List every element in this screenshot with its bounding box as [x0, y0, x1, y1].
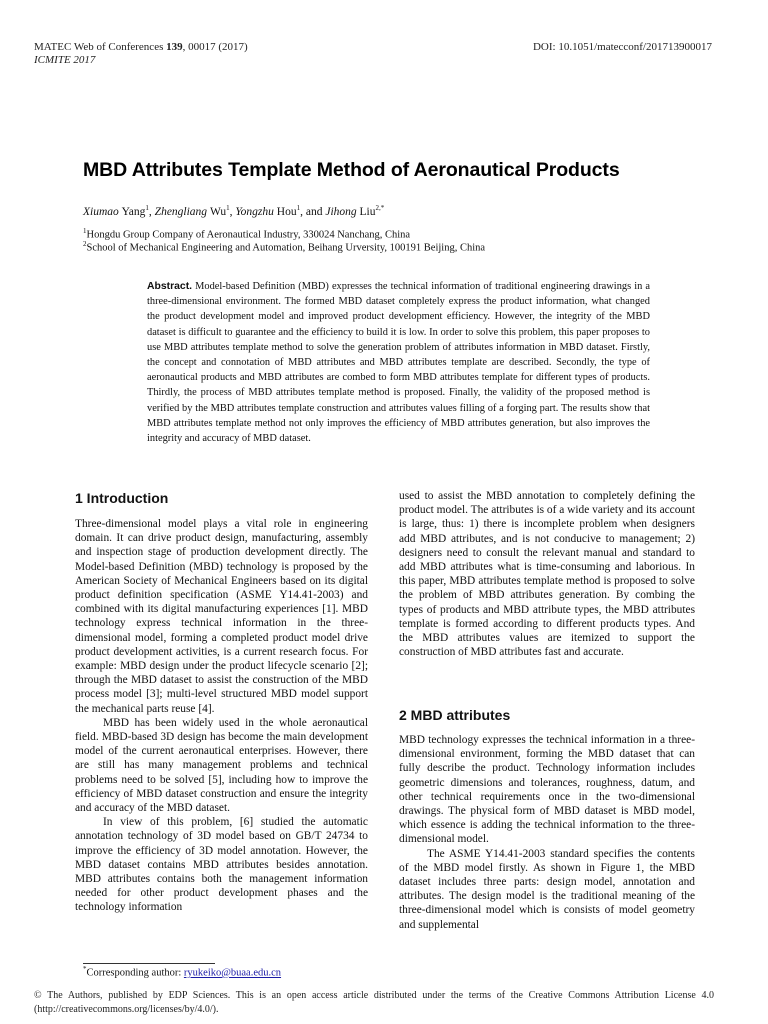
affiliation-sup: 2	[83, 240, 87, 248]
footnote-rule	[83, 963, 215, 964]
affiliation	[83, 227, 410, 241]
author-sup: 1	[296, 204, 301, 212]
article-number: , 00017 (2017)	[182, 41, 248, 53]
left-column	[75, 517, 368, 915]
conference-name: ICMITE 2017	[34, 54, 96, 66]
affiliation-sup: 1	[83, 227, 87, 235]
affiliation-text: Hongdu Group Company of Aeronautical Industry, 330024 Nanchang, China	[86, 229, 411, 241]
abstract-label: Abstract.	[147, 281, 193, 292]
body-paragraph: In view of this problem, [6] studied the automatic annotation technology of 3D model based on GB/T 24734 to improve the efficiency of 3D model annotation. However, the MBD dataset contains MBD attributes besides annotation. MBD attributes contains both the management information needed for other product development phases and the technology information	[75, 816, 368, 914]
author-sup: 1	[145, 204, 149, 212]
corresponding-email-link[interactable]: ryukeiko@buaa.edu.cn	[183, 967, 282, 979]
right-column-top	[399, 489, 695, 659]
body-paragraph: MBD technology expresses the technical information in a three-dimensional environment, forming the MBD dataset that can fully describe the product. Technology information includes geometric dimensions and tolerances, roughness, datum, and other technical requirements once in the two-dimensional drawings. The physical form of MBD dataset is MBD model, which essence is adding the technical information to the three-dimensional model.	[399, 734, 695, 846]
license-notice: © The Authors, published by EDP Sciences. This is an open access article distributed under the terms of the Creative Commons Attribution License 4.0 (http://creativecommons.org/licenses/by/4.0/).	[34, 990, 714, 1015]
author-family: Liu	[359, 205, 376, 218]
section-heading-introduction: 1 Introduction	[75, 490, 169, 506]
author-given: Zhengliang	[154, 205, 208, 218]
author-and: , and	[300, 205, 326, 218]
body-paragraph: used to assist the MBD annotation to completely defining the product model. The attributes is of a wide variety and its account is large, thus: 1) there is incomplete problem when designers add MBD attributes, and is not conducive to management; 2) designers need to consult the relevant manual and standard to add MBD attributes what is time-consuming and laborious. In this paper, MBD attributes template method is proposed to solve the problem of MBD attributes generation. By combing the types of products and MBD attribute types, the MBD attributes template is formed according to different products types. And the MBD attributes values are itemized to support the construction of MBD attributes fast and accurate.	[399, 490, 695, 659]
journal-header	[34, 40, 248, 54]
footnote-label: Corresponding author:	[86, 967, 184, 979]
author-list	[83, 204, 384, 218]
author-given: Xiumao	[83, 205, 119, 218]
paper-title: MBD Attributes Template Method of Aeronautical Products	[83, 159, 620, 181]
affiliation-text: School of Mechanical Engineering and Automation, Beihang Urversity, 100191 Beijing, China	[86, 242, 486, 254]
right-column-bottom	[399, 733, 695, 932]
journal-volume: 139	[166, 41, 183, 53]
abstract	[147, 279, 650, 446]
author-separator: ,	[229, 205, 236, 218]
body-paragraph: Three-dimensional model plays a vital role in engineering domain. It can drive product design, manufacturing, assembly and inspection stage of production development directly. The Model-based Definition (MBD) technology is proposed by the American Society of Mechanical Engineers based on its digital product definition specification (ASME Y14.41-2003) and combined with its digital manufacturing experiences [1]. MBD technology express technical information in the three-dimensional model, forming a completed product model drive product development activities, is a current research focus. For example: MBD design under the product lifecycle scenario [2]; through the MBD dataset to assist the construction of the MBD process model [3]; multi-level structured MBD model support the mechanical parts reuse [4].	[75, 518, 368, 715]
author-given: Yongzhu	[235, 205, 274, 218]
footnote	[83, 965, 281, 979]
section-heading-mbd-attributes: 2 MBD attributes	[399, 707, 511, 723]
author-sup: 2,*	[375, 204, 385, 212]
author-family: Yang	[121, 205, 146, 218]
affiliation	[83, 240, 485, 254]
author-given: Jihong	[325, 205, 357, 218]
author-separator: ,	[148, 205, 155, 218]
author-family: Hou	[276, 205, 297, 218]
footnote-sup: *	[83, 965, 87, 973]
author-family: Wu	[209, 205, 227, 218]
body-paragraph: The ASME Y14.41-2003 standard specifies the contents of the MBD model firstly. As shown in Figure 1, the MBD dataset includes three parts: design model, annotation and attributes. The design model is the traditional meaning of the three-dimensional model which is consists of model geometry and supplemental	[399, 847, 695, 931]
abstract-text: Model-based Definition (MBD) expresses the technical information of traditional engineering drawings in a three-dimensional environment. The formed MBD dataset completely express the product information, what changed the product development model and improved product development efficiency. However, the integrity of the MBD dataset is difficult to guarantee and the efficiency to build it is low. In order to solve this problem, this paper proposes to use MBD attributes template method to solve the generation problem of attributes information in MBD dataset. Firstly, the concept and connotation of MBD attributes and MBD attributes template are described. Secondly, the type of aeronautical products and MBD attributes are combed to form MBD attributes template for different types of products. Thirdly, the process of MBD attributes template method is proposed. Finally, the validity of the proposed method is verified by the MBD attributes template construction and attributes values filling of a forging part. The results show that MBD attributes template method not only improves the efficiency of MBD attributes generation, but also improves the integrity and accuracy of MBD dataset.	[147, 281, 650, 445]
doi: DOI: 10.1051/matecconf/201713900017	[532, 41, 712, 53]
body-paragraph: MBD has been widely used in the whole aeronautical field. MBD-based 3D design has become the main development model of the current aeronautical enterprises. However, there are still has many management problems and technical problems need to be solved [5], including how to improve the efficiency of MBD dataset construction and ensure the integrity and accuracy of the MBD dataset.	[75, 716, 368, 815]
author-sup: 1	[226, 204, 230, 212]
journal-name: MATEC Web of Conferences	[34, 41, 164, 53]
